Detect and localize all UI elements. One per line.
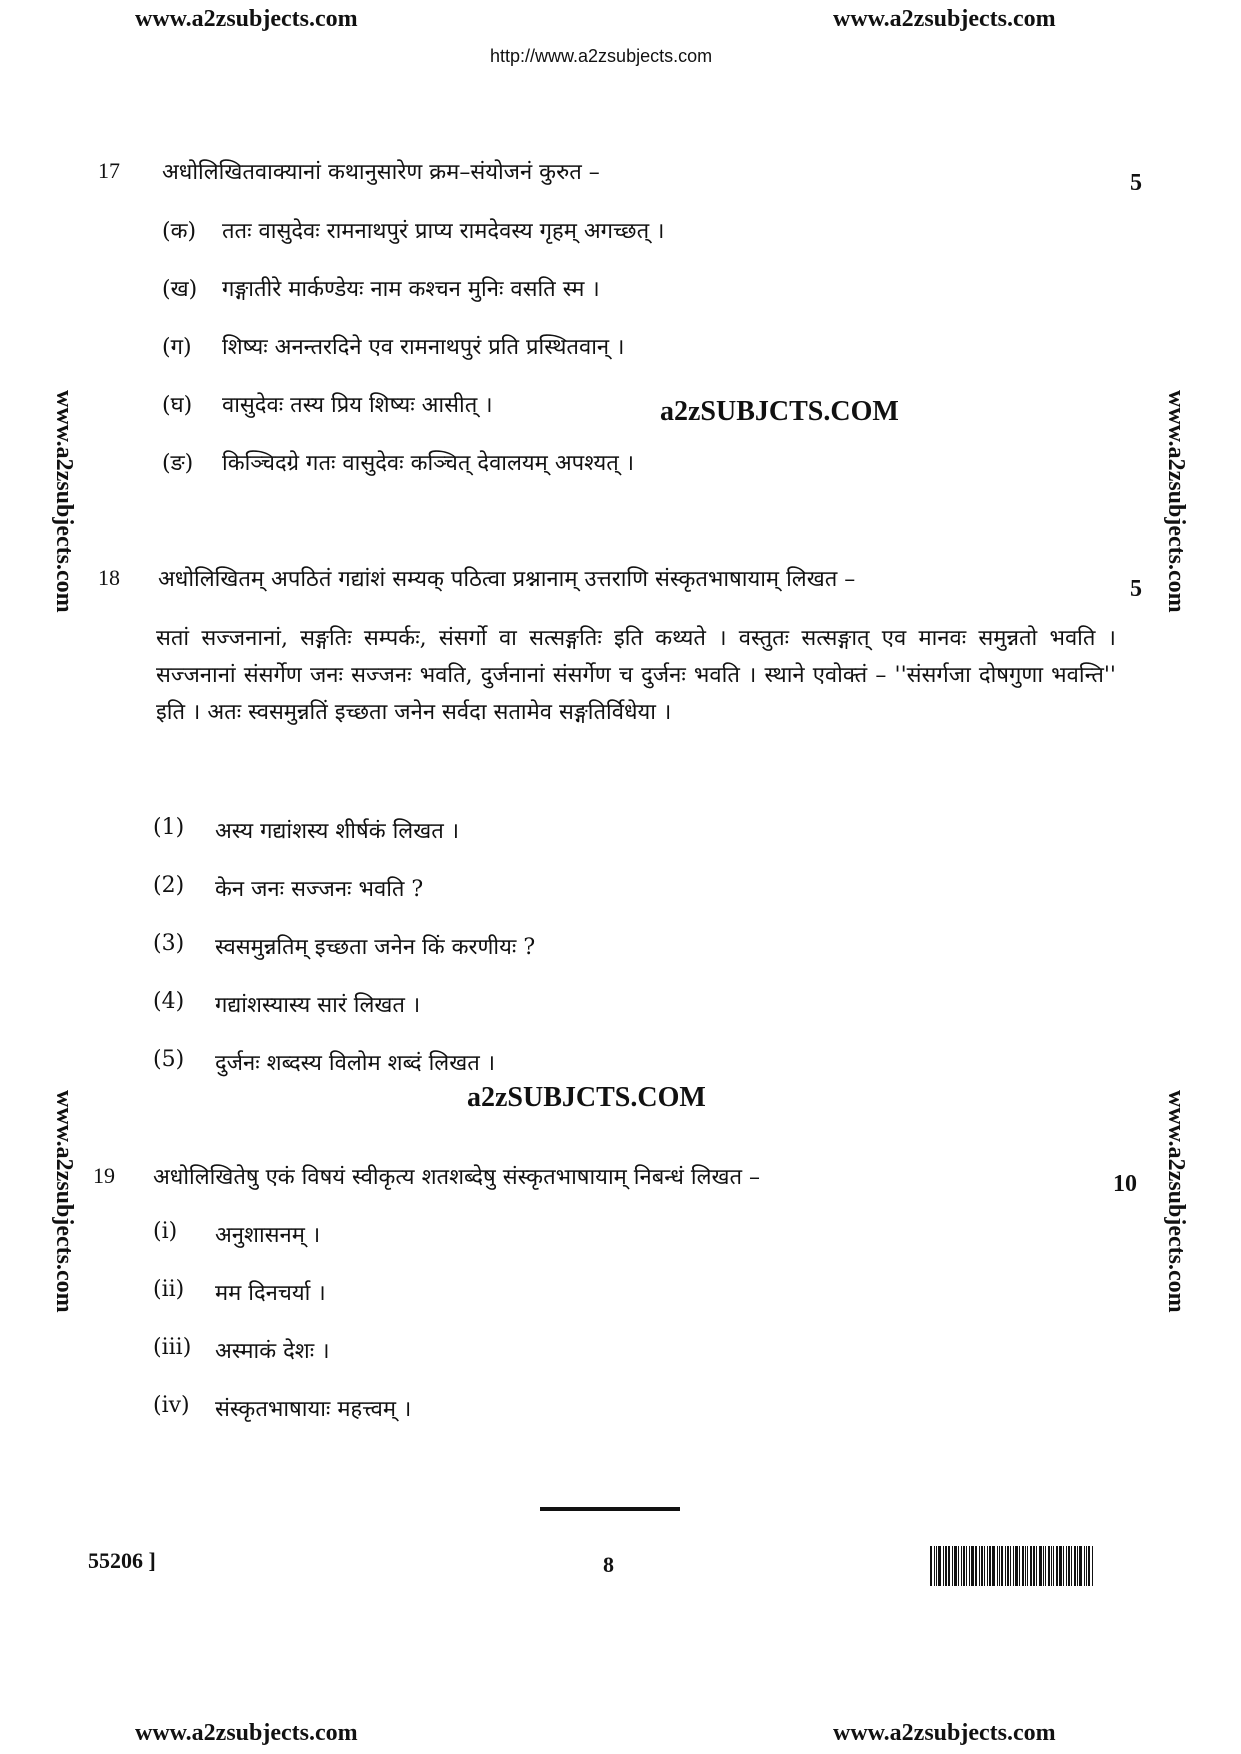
footer-site-left: www.a2zsubjects.com — [135, 1720, 358, 1746]
q19-item-label: (iii) — [153, 1335, 192, 1360]
barcode-bar — [1068, 1546, 1070, 1586]
barcode-bar — [987, 1546, 988, 1586]
barcode-bar — [961, 1546, 962, 1586]
barcode-bar — [1005, 1546, 1006, 1586]
barcode-bar — [934, 1546, 935, 1586]
q19-item-text: अस्माकं देशः । — [215, 1339, 330, 1364]
q19-item-text: अनुशासनम् । — [215, 1223, 321, 1248]
side-watermark-left-lower: www.a2zsubjects.com — [51, 1090, 77, 1313]
barcode-bar — [930, 1546, 932, 1586]
header-url[interactable]: http://www.a2zsubjects.com — [490, 46, 713, 66]
barcode-bar — [1025, 1546, 1026, 1586]
q19-item-label: (iv) — [153, 1393, 190, 1418]
q17-item-text: शिष्यः अनन्तरदिने एव रामनाथपुरं प्रति प्रस्थितवान् । — [222, 335, 625, 360]
barcode-bar — [979, 1546, 980, 1586]
q18-passage: सतां सज्जनानां, सङ्गतिः सम्पर्कः, संसर्गो वा सत्सङ्गतिः इति कथ्यते । वस्तुतः सत्सङ्गात् एव मानवः समुन्नतो भवति । सज्जनानां संसर्गेण जनः सज्जनः भवति, दुर्जनानां संसर्गेण च दुर्जनः भवति । स्थाने एवोक्तं – ''संसर्गजा दोषगुणा भवन्ति'' इति । अतः स्वसमुन्नतिं इच्छता जनेन सर्वदा सतामेव सङ्गतिर्विधेया । — [156, 626, 1116, 725]
q17-item-label: (घ) — [162, 393, 193, 418]
barcode-bar — [1010, 1546, 1011, 1586]
barcode-bar — [1019, 1546, 1020, 1586]
end-rule — [540, 1507, 680, 1511]
barcode-bar — [989, 1546, 991, 1586]
q17-item-text: ततः वासुदेवः रामनाथपुरं प्राप्य रामदेवस्य गृहम् अगच्छत् । — [222, 219, 665, 244]
q19-question: अधोलिखितेषु एकं विषयं स्वीकृत्य शतशब्देषु संस्कृतभाषायाम् निबन्धं लिखत – — [153, 1165, 761, 1190]
q18-item-text: केन जनः सज्जनः भवति ? — [215, 877, 424, 902]
barcode-bar — [971, 1546, 974, 1586]
q17-item-text: किञ्चिदग्रे गतः वासुदेवः कञ्चित् देवालयम् अपश्यत् । — [222, 451, 635, 476]
barcode-bar — [1066, 1546, 1067, 1586]
q18-item-label: (2) — [153, 873, 185, 898]
barcode-bar — [1048, 1546, 1050, 1586]
q18-item-text: दुर्जनः शब्दस्य विलोम शब्दं लिखत । — [215, 1051, 496, 1076]
barcode-bar — [952, 1546, 953, 1586]
barcode-bar — [1007, 1546, 1009, 1586]
side-watermark-right-upper: www.a2zsubjects.com — [1163, 390, 1189, 613]
barcode-bar — [1043, 1546, 1044, 1586]
barcode-bar — [984, 1546, 985, 1586]
footer-site-right: www.a2zsubjects.com — [833, 1720, 1056, 1746]
watermark-middle-2: a2zSUBJCTS.COM — [467, 1082, 706, 1113]
q19-item-text: मम दिनचर्या । — [215, 1281, 326, 1306]
barcode-bar — [1001, 1546, 1003, 1586]
q19-marks: 10 — [1113, 1171, 1137, 1197]
barcode-bar — [1036, 1546, 1037, 1586]
q19-number: 19 — [93, 1163, 115, 1188]
barcode-bar — [1059, 1546, 1062, 1586]
barcode-bar — [1039, 1546, 1042, 1586]
q17-item-label: (ग) — [162, 335, 192, 360]
q17-item-label: (क) — [162, 219, 197, 244]
barcode-bar — [992, 1546, 995, 1586]
barcode-bar — [1051, 1546, 1052, 1586]
q17-number: 17 — [98, 158, 120, 183]
q18-item-label: (4) — [153, 989, 185, 1014]
q18-marks: 5 — [1130, 576, 1142, 602]
barcode-bar — [1056, 1546, 1058, 1586]
q18-item-label: (1) — [153, 815, 185, 840]
q18-item-label: (5) — [153, 1047, 185, 1072]
barcode-bar — [1077, 1546, 1078, 1586]
q18-item-label: (3) — [153, 931, 185, 956]
barcode-bar — [1071, 1546, 1072, 1586]
barcode-bar — [943, 1546, 944, 1586]
barcode-bar — [958, 1546, 959, 1586]
barcode-bar — [948, 1546, 950, 1586]
barcode-bar — [1013, 1546, 1014, 1586]
barcode-bar — [1033, 1546, 1035, 1586]
barcode-bar — [999, 1546, 1000, 1586]
barcode-bar — [1027, 1546, 1028, 1586]
q18-number: 18 — [98, 565, 120, 590]
side-watermark-left-upper: www.a2zsubjects.com — [51, 390, 77, 613]
q17-item-label: (ख) — [162, 277, 198, 302]
barcode-bar — [1086, 1546, 1087, 1586]
barcode-bar — [969, 1546, 970, 1586]
q17-item-text: वासुदेवः तस्य प्रिय शिष्यः आसीत् । — [222, 393, 493, 418]
barcode-bar — [1022, 1546, 1024, 1586]
q17-item-text: गङ्गातीरे मार्कण्डेयः नाम कश्चन मुनिः वसति स्म । — [222, 277, 600, 302]
barcode-bar — [938, 1546, 941, 1586]
barcode-bar — [1063, 1546, 1064, 1586]
barcode-bar — [1074, 1546, 1076, 1586]
q18-item-text: स्वसमुन्नतिम् इच्छता जनेन किं करणीयः ? — [215, 935, 536, 960]
barcode-bar — [975, 1546, 977, 1586]
barcode-bar — [963, 1546, 965, 1586]
barcode-bar — [1088, 1546, 1090, 1586]
barcode-bar — [981, 1546, 983, 1586]
watermark-middle-1: a2zSUBJCTS.COM — [660, 396, 899, 427]
barcode-bar — [954, 1546, 957, 1586]
barcode-bar — [936, 1546, 937, 1586]
page-number: 8 — [603, 1552, 614, 1577]
side-watermark-right-lower: www.a2zsubjects.com — [1163, 1090, 1189, 1313]
barcode-bar — [997, 1546, 998, 1586]
paper-code: 55206 ] — [88, 1548, 156, 1573]
q18-question: अधोलिखितम् अपठितं गद्यांशं सम्यक् पठित्वा प्रश्नानाम् उत्तराणि संस्कृतभाषायाम् लिखत – — [158, 567, 856, 592]
q18-item-text: अस्य गद्यांशस्य शीर्षकं लिखत । — [215, 819, 460, 844]
barcode-image — [930, 1546, 1094, 1586]
barcode-bar — [1092, 1546, 1093, 1586]
barcode-bar — [1045, 1546, 1046, 1586]
q19-item-label: (ii) — [153, 1277, 185, 1302]
header-site-right: www.a2zsubjects.com — [833, 6, 1056, 32]
q19-item-label: (i) — [153, 1219, 178, 1244]
q19-item-text: संस्कृतभाषायाः महत्त्वम् । — [215, 1397, 412, 1422]
barcode-bar — [1053, 1546, 1054, 1586]
barcode-bar — [966, 1546, 967, 1586]
barcode-bar — [1079, 1546, 1082, 1586]
barcode-bar — [1015, 1546, 1018, 1586]
barcode-bar — [1030, 1546, 1032, 1586]
barcode-bar — [945, 1546, 947, 1586]
barcode-bar — [1084, 1546, 1085, 1586]
q17-question: अधोलिखितवाक्यानां कथानुसारेण क्रम–संयोजनं कुरुत – — [162, 160, 600, 185]
q17-marks: 5 — [1130, 170, 1142, 196]
q17-item-label: (ङ) — [162, 451, 194, 476]
header-site-left: www.a2zsubjects.com — [135, 6, 358, 32]
q18-item-text: गद्यांशस्यास्य सारं लिखत । — [215, 993, 421, 1018]
